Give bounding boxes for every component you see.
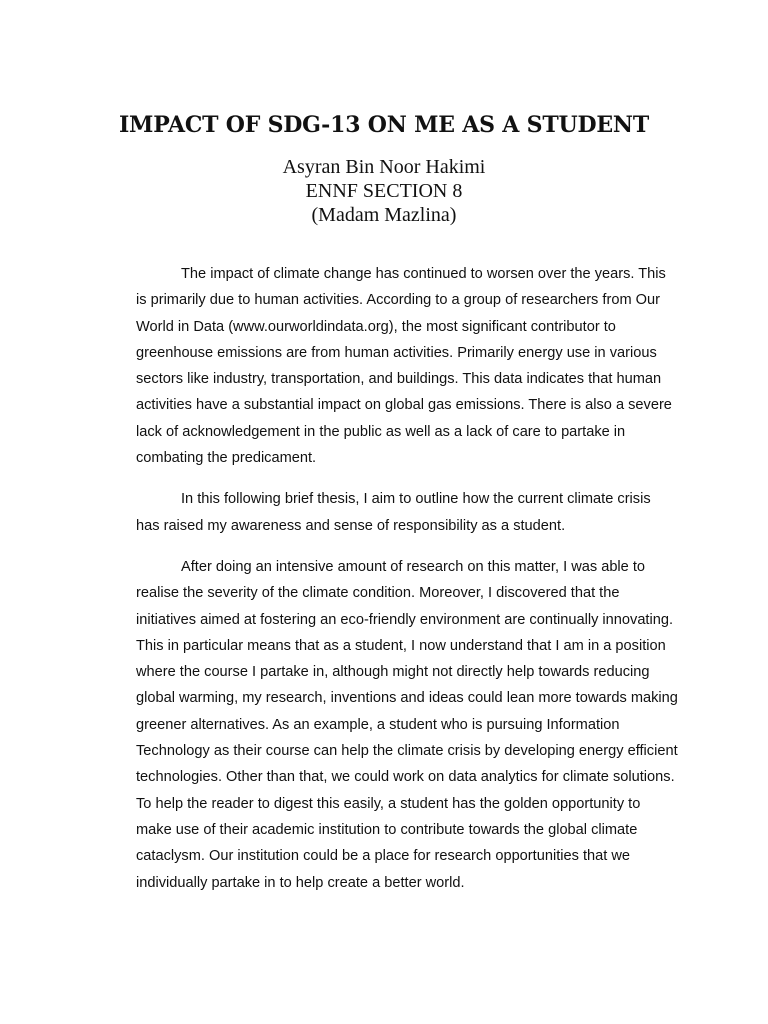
- document-title: IMPACT OF SDG-13 ON ME AS A STUDENT: [118, 112, 650, 138]
- author-name: Asyran Bin Noor Hakimi: [282, 156, 486, 178]
- author-block: [0, 155, 768, 227]
- lecturer-name: (Madam Mazlina): [311, 204, 457, 226]
- class-section: ENNF SECTION 8: [305, 180, 463, 202]
- paragraph-3: After doing an intensive amount of research on this matter, I was able to realise the severity of the climate condition. Moreover, I discovered that the initiatives aimed at fostering an eco-friendly environment are continually innovating. This in particular means that as a student, I now understand that I am in a position where the course I partake in, although might not directly help towards reducing global warming, my research, inventions and ideas could lean more towards making greener alternatives. As an example, a student who is pursuing Information Technology as their course can help the climate crisis by developing energy efficient technologies. Other than that, we could work on data analytics for climate solutions. To help the reader to digest this easily, a student has the golden opportunity to make use of their academic institution to contribute towards the global climate cataclysm. Our institution could be a place for research opportunities that we individually partake in to help create a better world.: [136, 558, 678, 891]
- document-body: [136, 261, 678, 911]
- paragraph-2: In this following brief thesis, I aim to outline how the current climate crisis has raised my awareness and sense of responsibility as a student.: [136, 491, 651, 534]
- paragraph-1: The impact of climate change has continued to worsen over the years. This is primarily due to human activities. According to a group of researchers from Our World in Data (www.ourworldindata.org), the most significant contributor to greenhouse emissions are from human activities. Primarily energy use in various sectors like industry, transportation, and buildings. This data indicates that human activities have a substantial impact on global gas emissions. There is also a severe lack of acknowledgement in the public as well as a lack of care to partake in combating the predicament.: [136, 266, 672, 467]
